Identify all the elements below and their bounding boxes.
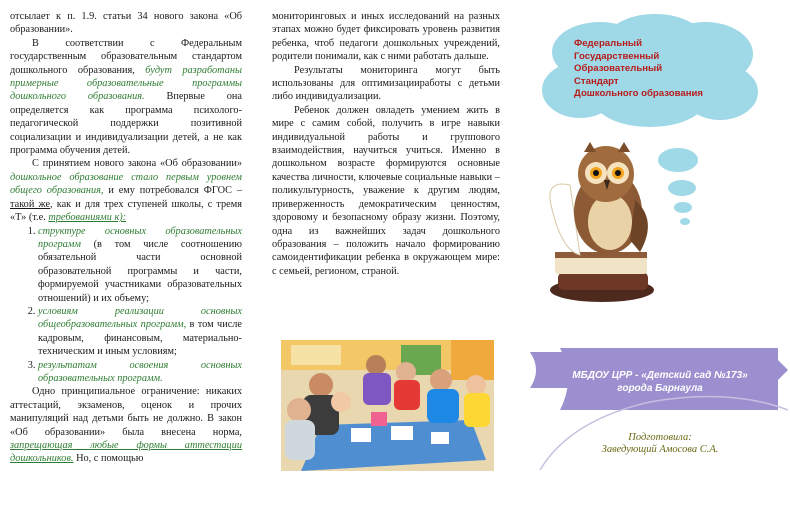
highlight-text: дошкольное образование стало первым уровнем общего образования, bbox=[10, 171, 242, 197]
text-run: Впервые она определяется как программа психолого-педагогической поддержки позитивной социализации и индивидуализации детей, а не как программа обучения детей. bbox=[10, 91, 242, 157]
text-run: С принятием нового закона «Об образовании» bbox=[32, 158, 242, 170]
highlight-text: условиям реализации основных общеобразовательных программ, bbox=[38, 305, 242, 331]
cloud-line: Федеральный bbox=[574, 38, 643, 49]
cloud-title bbox=[574, 38, 734, 101]
cloud-line: Дошкольного образования bbox=[574, 88, 704, 100]
cloud-bubble bbox=[674, 202, 692, 213]
paragraph bbox=[10, 37, 242, 158]
cloud-line: Государственный bbox=[574, 50, 660, 62]
text-run: Но, с помощью bbox=[73, 453, 144, 465]
institution-name bbox=[560, 370, 760, 395]
paragraph: Ребенок должен овладеть умением жить в мире с самим собой, получить в игре навыки индивидуальной работы и группового взаимодействия, научиться учиться. Именно в дошкольном возрасте формируются основные качества личности, ключевые социальные навыки – поликультурность, уважение к другим людям, приверженность демократическим ценностям, здоровому и безопасному образу жизни. Поэтому, одна из важнейших задач дошкольного образования – положить начало формированию самоидентификации ребенка в окружающем мире: с семьей, регионом, страной. bbox=[272, 104, 500, 277]
owl-illustration bbox=[540, 140, 665, 305]
highlight-text: требованиями к): bbox=[48, 212, 127, 224]
highlight-text: структуре основных образовательных программ bbox=[38, 225, 242, 250]
text-column-1 bbox=[10, 10, 242, 466]
prepared-label: Подготовила: bbox=[628, 432, 692, 443]
text-run: , как и для трех ступеней школы, с тремя «Т» (т.е. bbox=[10, 198, 242, 224]
cloud-line: Образовательный bbox=[574, 63, 663, 75]
paragraph: мониторинговых и иных исследований на разных этапах можно будет фиксировать уровень развития ребенка, чтоб педагоги дошкольных учреждений, родители понимали, как с ними работать дальше. bbox=[272, 11, 500, 63]
text-run: и ему потребовался ФГОС – bbox=[103, 185, 242, 197]
paragraph: Результаты мониторинга могут быть использованы для оптимизацииработы с детьми либо индивидуализации. bbox=[272, 64, 500, 103]
paragraph: отсылает к п. 1.9. статьи 34 нового закона «Об образовании». bbox=[10, 11, 242, 36]
cloud-bubble bbox=[680, 218, 690, 225]
classroom-photo-illustration bbox=[281, 340, 494, 471]
list-item bbox=[38, 305, 242, 359]
requirements-list bbox=[10, 225, 242, 386]
text-run: Одно принципиальное ограничение: никаких аттестаций, экзаменов, оценок и прочих манипуляций над детьми быть не должно. В закон «Об образовании» была внесена норма, bbox=[10, 386, 242, 438]
list-item bbox=[38, 359, 242, 386]
prepared-by bbox=[570, 432, 750, 456]
highlight-text: результатам освоения основных образовательных программ. bbox=[38, 359, 242, 384]
owl-icon bbox=[540, 140, 665, 305]
prepared-author: Заведующий Амосова С.А. bbox=[601, 444, 719, 455]
children-photo bbox=[281, 340, 494, 471]
highlight-text: будут разработаны примерные образовательные программы дошкольного образования. bbox=[10, 64, 242, 103]
paragraph bbox=[10, 157, 242, 224]
institution-line: МБДОУ ЦРР - «Детский сад №173» bbox=[572, 370, 748, 381]
highlight-text: запрещающая любые формы аттестации дошкольников. bbox=[10, 440, 242, 465]
text-run: в том числе кадровым, финансовым, материально-техническим и иным условиям; bbox=[38, 319, 242, 358]
cloud-line: Стандарт bbox=[574, 75, 619, 87]
text-column-2 bbox=[272, 10, 500, 278]
cloud-bubble bbox=[668, 180, 696, 196]
text-run: В соответствии с Федеральным государственным образовательным стандартом дошкольного образования, bbox=[10, 37, 242, 76]
text-run: (в том числе соотношению обязательной части основной образовательной программы и части, формируемой участниками образовательных отношений) и их объему; bbox=[38, 238, 242, 304]
paragraph bbox=[10, 385, 242, 465]
underlined-text: такой же bbox=[10, 198, 51, 210]
institution-line: города Барнаула bbox=[617, 382, 703, 394]
list-item bbox=[38, 225, 242, 305]
